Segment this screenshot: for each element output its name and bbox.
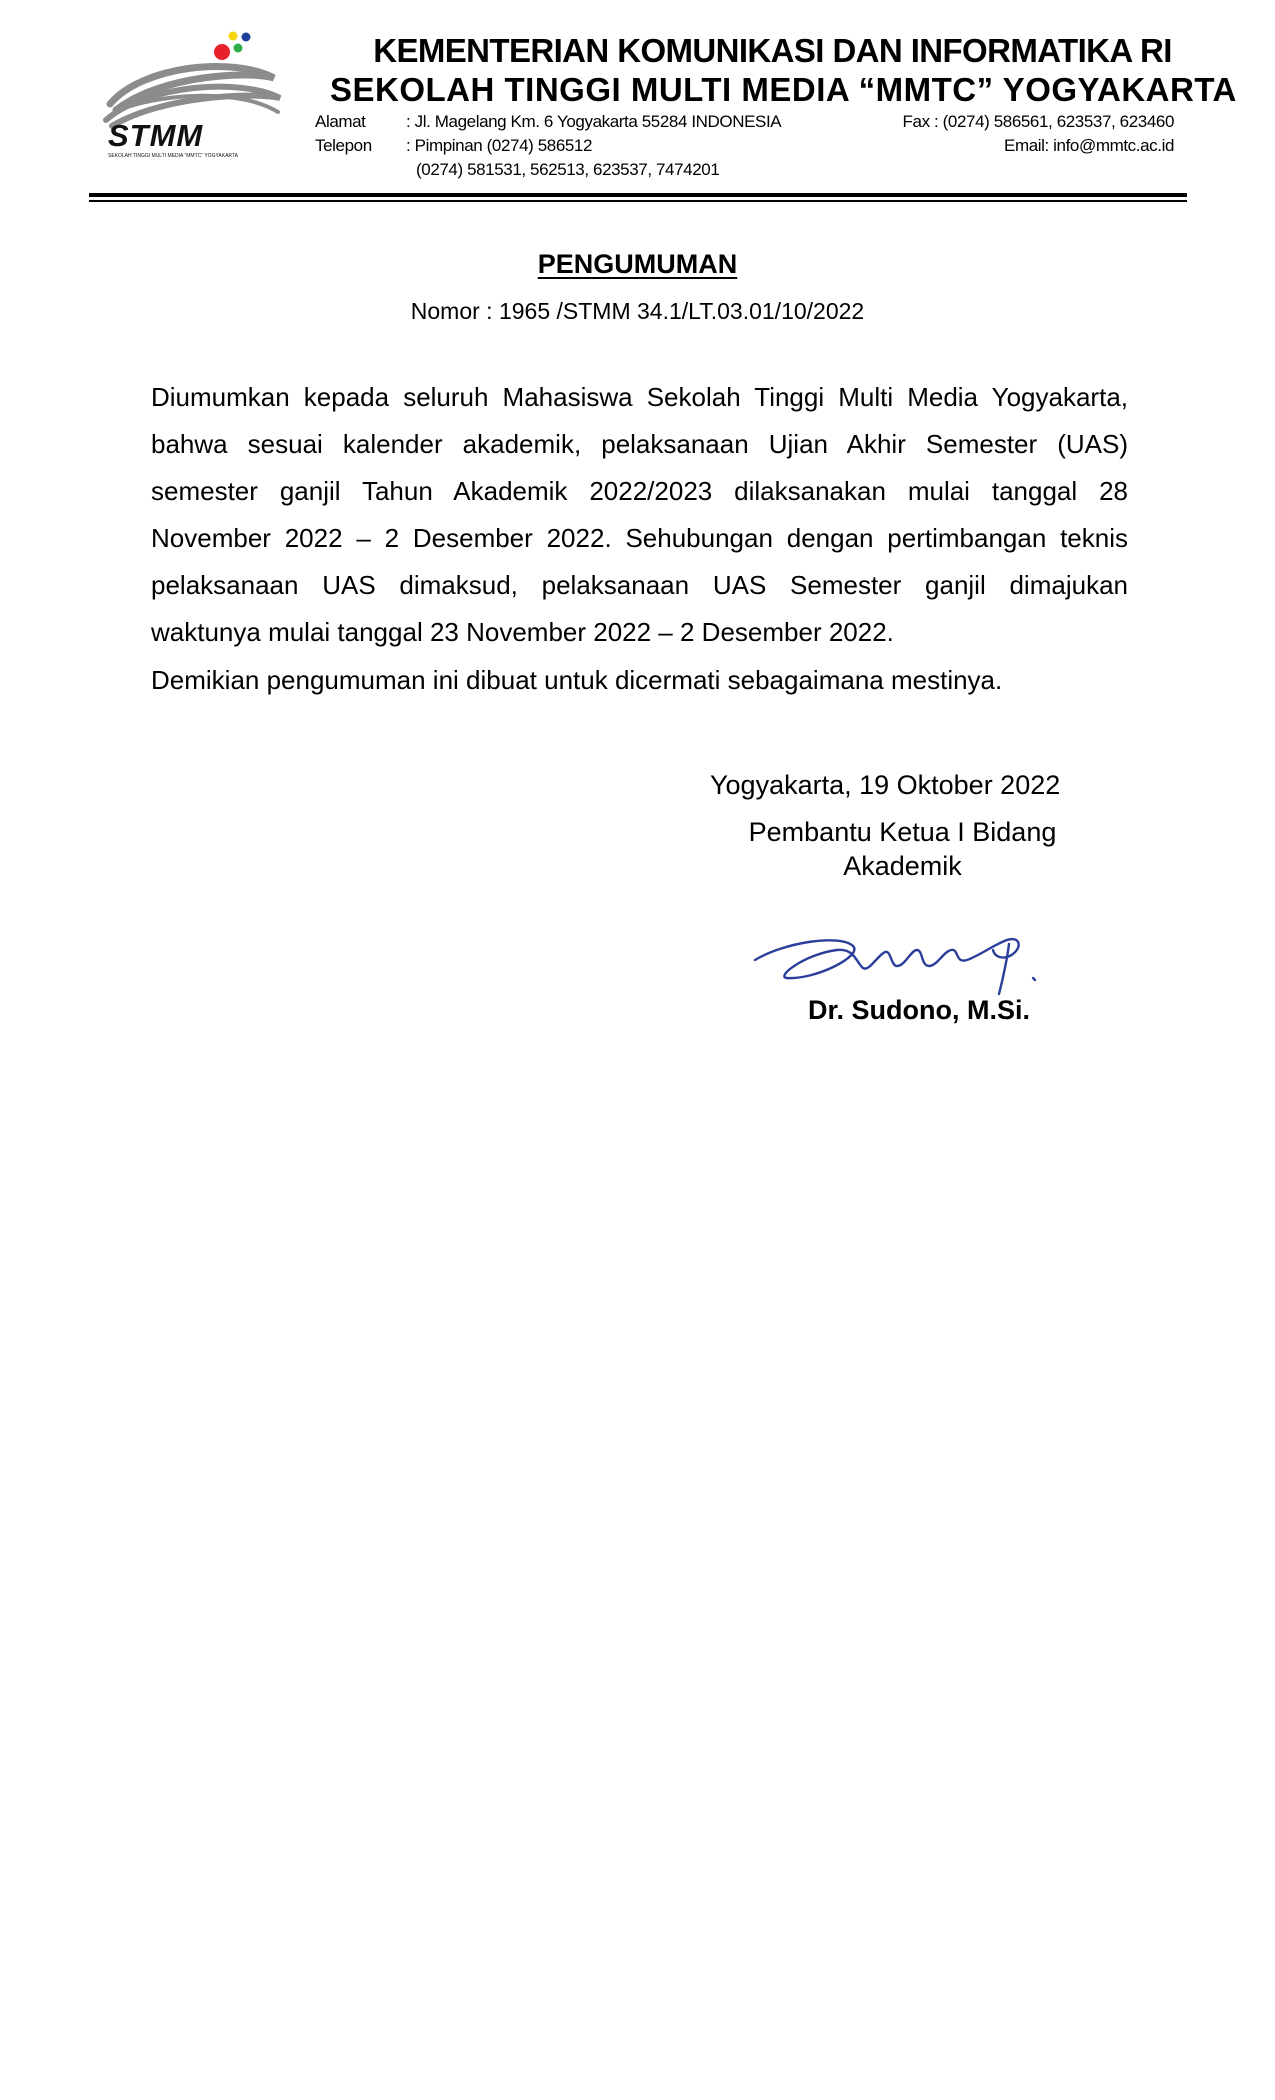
logo-dot-yellow — [229, 32, 238, 41]
closing-sentence: Demikian pengumuman ini dibuat untuk dicermati sebagaimana mestinya. — [151, 665, 1003, 695]
logo-wordmark: STMM — [108, 118, 204, 153]
logo-dot-green — [234, 44, 243, 53]
address-label: Alamat — [315, 112, 366, 131]
logo-dot-blue — [242, 33, 251, 42]
body-paragraph: Diumumkan kepada seluruh Mahasiswa Sekolah Tinggi Multi Media Yogyakarta, bahwa sesuai kalender akademik, pelaksanaan Ujian Akhir Semester (UAS) semester ganjil Tahun Akademik 2022/2023 dilaksanakan mulai tanggal 28 November 2022 – 2 Desember 2022. Sehubungan dengan pertimbangan teknis pelaksanaan UAS dimaksud, pelaksanaan UAS Semester ganjil dimajukan waktunya mulai tanggal 23 November 2022 – 2 Desember 2022. — [151, 382, 1128, 647]
document-title: PENGUMUMAN — [537, 249, 738, 279]
letterhead-divider-thick — [89, 193, 1187, 197]
phone-value: : Pimpinan (0274) 586512 — [406, 136, 593, 155]
handwritten-signature — [745, 920, 1065, 1000]
logo-subtext: SEKOLAH TINGGI MULTI MEDIA "MMTC" YOGYAKARTA — [108, 153, 238, 159]
phone-label: Telepon — [315, 136, 372, 155]
phone-value-secondary: (0274) 581531, 562513, 623537, 7474201 — [416, 160, 720, 179]
document-number: Nomor : 1965 /STMM 34.1/LT.03.01/10/2022 — [410, 298, 865, 324]
document-title-wrapper — [0, 249, 1275, 280]
signatory-role-line1: Pembantu Ketua I Bidang — [748, 817, 1057, 847]
address-value: : Jl. Magelang Km. 6 Yogyakarta 55284 INDONESIA — [406, 112, 782, 131]
fax-number: Fax : (0274) 586561, 623537, 623460 — [902, 112, 1174, 131]
letterhead-divider-thin — [89, 200, 1187, 202]
stmm-logo — [102, 26, 287, 161]
place-and-date: Yogyakarta, 19 Oktober 2022 — [710, 770, 1061, 800]
institution-name: SEKOLAH TINGGI MULTI MEDIA “MMTC” YOGYAKARTA — [330, 71, 1237, 108]
signatory-role-line2: Akademik — [843, 851, 962, 881]
ministry-name: KEMENTERIAN KOMUNIKASI DAN INFORMATIKA RI — [373, 32, 1172, 69]
signatory-name: Dr. Sudono, M.Si. — [808, 995, 1030, 1025]
announcement-body — [151, 374, 1128, 656]
signatory-role — [720, 815, 1085, 883]
logo-dot-red — [214, 44, 230, 60]
email-address: Email: info@mmtc.ac.id — [1004, 136, 1174, 155]
